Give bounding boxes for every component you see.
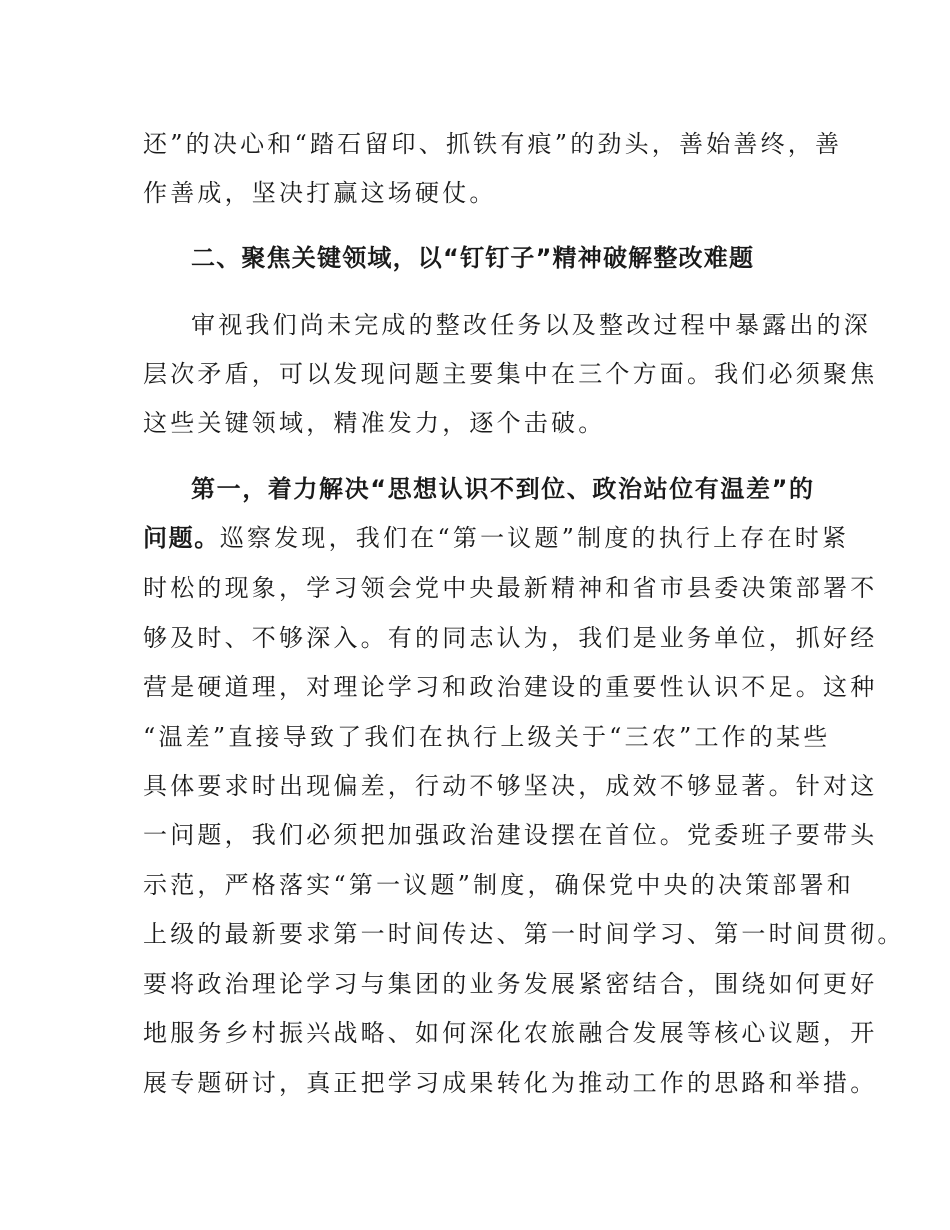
text-line: 层次矛盾，可以发现问题主要集中在三个方面。我们必须聚焦 xyxy=(143,360,878,388)
section-heading: 二、聚焦关键领域，以“钉钉子”精神破解整改难题 xyxy=(191,244,755,272)
text-line: 还”的决心和“踏石留印、抓铁有痕”的劲头，善始善终，善 xyxy=(143,130,843,158)
text-line: 作善成，坚决打赢这场硬仗。 xyxy=(143,179,497,207)
text-line: 审视我们尚未完成的整改任务以及整改过程中暴露出的深 xyxy=(191,311,871,339)
point-one-heading: 第一，着力解决“思想认识不到位、政治站位有温差”的 xyxy=(191,475,815,503)
text-line: 地服务乡村振兴战略、如何深化农旅融合发展等核心议题，开 xyxy=(143,1019,878,1047)
text-line: 展专题研讨，真正把学习成果转化为推动工作的思路和举措。 xyxy=(143,1069,878,1097)
text-line: 够及时、不够深入。有的同志认为，我们是业务单位，抓好经 xyxy=(143,624,878,652)
text-line: 这些关键领域，精准发力，逐个击破。 xyxy=(143,409,606,437)
text-line: “温差”直接导致了我们在执行上级关于“三农”工作的某些 xyxy=(143,723,831,751)
text-line: 要将政治理论学习与集团的业务发展紧密结合，围绕如何更好 xyxy=(143,970,878,998)
text-line: 营是硬道理，对理论学习和政治建设的重要性认识不足。这种 xyxy=(143,673,878,701)
point-one-text: 巡察发现，我们在“第一议题”制度的执行上存在时紧 xyxy=(219,524,850,552)
text-line: 一问题，我们必须把加强政治建设摆在首位。党委班子要带头 xyxy=(143,821,878,849)
text-line: 具体要求时出现偏差，行动不够坚决，成效不够显著。针对这 xyxy=(143,772,878,800)
text-line: 上级的最新要求第一时间传达、第一时间学习、第一时间贯彻。 xyxy=(143,920,905,948)
point-one-line xyxy=(143,522,850,554)
point-one-heading-end: 问题。 xyxy=(143,524,220,552)
text-line: 示范，严格落实“第一议题”制度，确保党中央的决策部署和 xyxy=(143,871,854,899)
text-line: 时松的现象，学习领会党中央最新精神和省市县委决策部署不 xyxy=(143,574,878,602)
